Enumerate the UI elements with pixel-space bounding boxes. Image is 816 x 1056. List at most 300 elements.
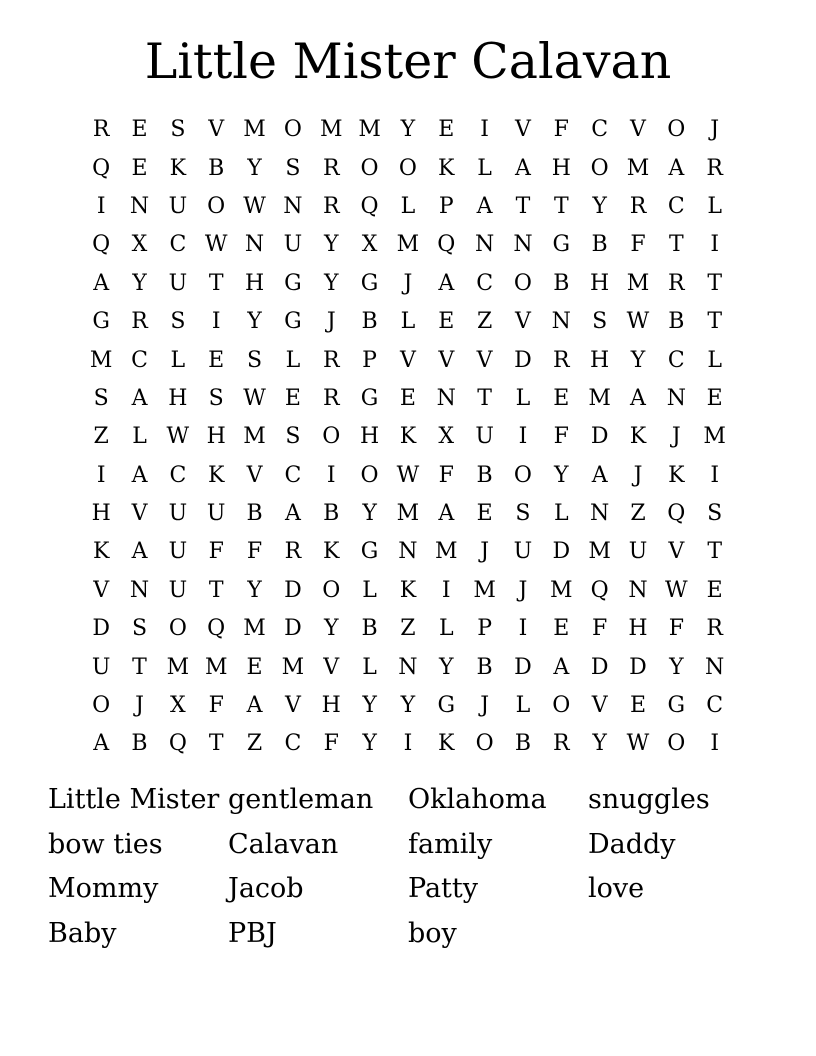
- word-list-item: Oklahoma: [408, 784, 547, 815]
- grid-letter: B: [208, 155, 225, 181]
- grid-row: [82, 725, 734, 763]
- grid-row: [82, 226, 734, 264]
- grid-letter: M: [396, 232, 420, 258]
- grid-letter: L: [515, 693, 531, 719]
- grid-letter: L: [515, 385, 531, 411]
- grid-letter: N: [705, 654, 725, 680]
- grid-letter: E: [208, 347, 225, 373]
- grid-letter: M: [243, 117, 266, 143]
- grid-letter: D: [590, 424, 609, 450]
- grid-letter: B: [668, 309, 685, 335]
- grid-letter: N: [474, 232, 495, 258]
- grid-letter: C: [706, 693, 724, 719]
- grid-letter: L: [362, 654, 377, 680]
- grid-letter: M: [166, 654, 190, 680]
- grid-letter: A: [438, 501, 455, 527]
- grid-letter: C: [667, 193, 685, 219]
- grid-letter: M: [550, 577, 573, 603]
- grid-letter: R: [629, 193, 647, 219]
- grid-letter: G: [92, 309, 110, 335]
- grid-letter: P: [438, 193, 454, 219]
- grid-letter: S: [707, 501, 723, 527]
- grid-letter: P: [477, 616, 493, 642]
- grid-letter: M: [473, 577, 496, 603]
- grid-letter: S: [208, 385, 224, 411]
- grid-letter: I: [441, 577, 451, 603]
- grid-letter: J: [518, 577, 528, 603]
- grid-letter: C: [169, 232, 187, 258]
- grid-letter: M: [626, 270, 650, 296]
- grid-letter: L: [400, 309, 416, 335]
- grid-row: [82, 610, 734, 648]
- grid-letter: Z: [93, 424, 109, 450]
- grid-letter: N: [398, 539, 418, 565]
- grid-letter: K: [668, 462, 685, 488]
- grid-letter: I: [211, 309, 221, 335]
- grid-letter: C: [169, 462, 187, 488]
- grid-letter: T: [208, 577, 224, 603]
- page-title: Little Mister Calavan: [144, 33, 672, 90]
- grid-letter: F: [208, 539, 224, 565]
- grid-letter: I: [710, 462, 720, 488]
- grid-letter: R: [706, 155, 723, 181]
- grid-letter: O: [92, 693, 111, 719]
- grid-letter: G: [552, 232, 571, 258]
- grid-letter: F: [323, 731, 339, 757]
- grid-letter: R: [553, 731, 570, 757]
- grid-letter: G: [360, 539, 379, 565]
- grid-letter: E: [629, 693, 647, 719]
- grid-letter: D: [552, 539, 571, 565]
- grid-letter: J: [633, 462, 643, 488]
- grid-letter: C: [476, 270, 494, 296]
- grid-letter: R: [706, 616, 723, 642]
- grid-letter: U: [168, 270, 188, 296]
- grid-letter: N: [666, 385, 686, 411]
- grid-letter: N: [513, 232, 533, 258]
- grid-letter: V: [323, 654, 340, 680]
- grid-letter: A: [131, 385, 148, 411]
- grid-letter: C: [284, 731, 302, 757]
- grid-letter: S: [592, 309, 608, 335]
- word-list-item: Baby: [48, 917, 117, 949]
- grid-letter: N: [244, 232, 265, 258]
- grid-letter: M: [319, 117, 343, 143]
- grid-letter: I: [518, 616, 528, 642]
- grid-letter: R: [322, 193, 340, 219]
- grid-letter: F: [553, 117, 569, 143]
- grid-letter: U: [168, 577, 188, 603]
- grid-letter: U: [475, 424, 494, 450]
- grid-letter: Y: [362, 731, 377, 757]
- grid-letter: S: [247, 347, 263, 373]
- grid-letter: F: [668, 616, 684, 642]
- grid-row: [82, 303, 734, 341]
- grid-letter: A: [438, 270, 455, 296]
- grid-letter: I: [518, 424, 528, 450]
- grid-letter: N: [551, 309, 571, 335]
- grid-letter: I: [96, 462, 106, 488]
- grid-letter: L: [438, 616, 454, 642]
- grid-letter: K: [399, 424, 417, 450]
- grid-row: [82, 457, 734, 495]
- grid-letter: W: [626, 309, 650, 335]
- grid-letter: Y: [247, 309, 262, 335]
- grid-letter: N: [129, 577, 150, 603]
- grid-letter: B: [361, 309, 378, 335]
- grid-letter: H: [91, 501, 111, 527]
- letter-grid: [82, 111, 734, 764]
- grid-letter: E: [284, 385, 301, 411]
- grid-letter: V: [246, 462, 263, 488]
- grid-letter: H: [628, 616, 648, 642]
- grid-letter: L: [477, 155, 492, 181]
- grid-letter: B: [553, 270, 570, 296]
- grid-letter: Y: [323, 232, 339, 258]
- grid-letter: I: [710, 232, 720, 258]
- grid-letter: M: [204, 654, 228, 680]
- grid-letter: K: [323, 539, 340, 565]
- word-list-item: gentleman: [228, 784, 374, 815]
- grid-letter: W: [665, 577, 688, 603]
- grid-letter: Y: [439, 654, 454, 680]
- grid-letter: M: [281, 654, 305, 680]
- grid-letter: H: [590, 347, 610, 373]
- grid-letter: X: [131, 232, 148, 258]
- grid-letter: A: [630, 385, 646, 411]
- grid-letter: Y: [630, 347, 646, 373]
- grid-letter: H: [321, 693, 341, 719]
- grid-letter: R: [322, 155, 340, 181]
- grid-letter: G: [284, 270, 302, 296]
- grid-letter: M: [703, 424, 726, 450]
- grid-letter: H: [168, 385, 188, 411]
- grid-letter: G: [360, 385, 379, 411]
- grid-letter: J: [480, 539, 490, 565]
- grid-row: [82, 648, 734, 686]
- grid-letter: M: [243, 616, 266, 642]
- grid-letter: U: [168, 539, 188, 565]
- grid-letter: Q: [590, 577, 609, 603]
- word-list-item: Daddy: [588, 828, 676, 860]
- grid-row: [82, 495, 734, 533]
- grid-letter: F: [208, 693, 224, 719]
- grid-letter: S: [170, 117, 186, 143]
- grid-letter: T: [208, 270, 224, 296]
- grid-letter: O: [207, 193, 226, 219]
- grid-letter: V: [131, 501, 148, 527]
- word-list-item: boy: [408, 917, 457, 949]
- grid-row: [82, 418, 734, 456]
- grid-letter: O: [513, 270, 532, 296]
- grid-letter: X: [170, 693, 186, 719]
- grid-letter: T: [707, 309, 723, 335]
- grid-letter: R: [322, 347, 340, 373]
- grid-letter: P: [362, 347, 377, 373]
- grid-letter: T: [477, 385, 492, 411]
- grid-letter: J: [135, 693, 144, 719]
- grid-letter: R: [668, 270, 685, 296]
- word-list-item: bow ties: [48, 828, 163, 860]
- grid-letter: R: [322, 385, 340, 411]
- grid-letter: A: [553, 654, 570, 680]
- grid-letter: V: [208, 117, 225, 143]
- grid-letter: D: [629, 654, 647, 680]
- grid-letter: I: [710, 731, 720, 757]
- grid-letter: T: [208, 731, 224, 757]
- grid-letter: O: [322, 577, 341, 603]
- grid-letter: V: [668, 539, 685, 565]
- grid-letter: B: [131, 731, 148, 757]
- grid-letter: R: [553, 347, 570, 373]
- grid-letter: O: [322, 424, 341, 450]
- grid-letter: I: [326, 462, 336, 488]
- grid-letter: M: [243, 424, 266, 450]
- word-list-item: Mommy: [48, 873, 159, 904]
- grid-letter: Q: [437, 232, 456, 258]
- grid-letter: O: [360, 462, 379, 488]
- grid-letter: T: [515, 193, 531, 219]
- grid-letter: Y: [554, 462, 569, 488]
- grid-letter: F: [592, 616, 608, 642]
- grid-letter: D: [284, 616, 302, 642]
- grid-letter: A: [515, 155, 531, 181]
- grid-letter: Y: [323, 616, 339, 642]
- grid-letter: F: [630, 232, 646, 258]
- grid-letter: R: [284, 539, 302, 565]
- grid-letter: I: [96, 193, 106, 219]
- grid-letter: C: [131, 347, 148, 373]
- grid-letter: H: [244, 270, 265, 296]
- grid-letter: Y: [323, 270, 339, 296]
- grid-letter: N: [129, 193, 150, 219]
- grid-letter: Y: [669, 654, 684, 680]
- grid-letter: A: [131, 462, 148, 488]
- grid-letter: K: [92, 539, 110, 565]
- grid-letter: A: [591, 462, 608, 488]
- grid-letter: K: [399, 577, 417, 603]
- grid-letter: Y: [592, 731, 607, 757]
- grid-letter: U: [206, 501, 226, 527]
- grid-row: [82, 341, 734, 379]
- grid-letter: Y: [592, 193, 607, 219]
- grid-letter: V: [284, 693, 301, 719]
- grid-letter: J: [710, 117, 720, 143]
- grid-letter: E: [553, 385, 570, 411]
- word-list-item: love: [588, 873, 645, 904]
- grid-letter: F: [438, 462, 454, 488]
- grid-letter: L: [132, 424, 147, 450]
- grid-letter: E: [476, 501, 493, 527]
- grid-letter: B: [476, 462, 493, 488]
- grid-row: [82, 687, 734, 725]
- grid-letter: E: [246, 654, 263, 680]
- grid-letter: S: [515, 501, 531, 527]
- grid-letter: G: [437, 693, 456, 719]
- grid-letter: U: [91, 654, 111, 680]
- grid-letter: K: [629, 424, 647, 450]
- grid-letter: H: [206, 424, 226, 450]
- grid-letter: K: [207, 462, 225, 488]
- grid-letter: L: [553, 501, 569, 527]
- word-list-item: Calavan: [228, 828, 339, 860]
- grid-letter: D: [92, 616, 110, 642]
- grid-letter: S: [285, 424, 301, 450]
- grid-letter: C: [591, 117, 609, 143]
- grid-letter: D: [514, 654, 532, 680]
- word-list-item: PBJ: [228, 917, 277, 949]
- grid-letter: U: [168, 193, 188, 219]
- grid-letter: C: [284, 462, 302, 488]
- grid-letter: Z: [400, 616, 416, 642]
- grid-letter: A: [93, 731, 110, 757]
- grid-letter: Q: [168, 731, 187, 757]
- grid-letter: N: [590, 501, 610, 527]
- grid-letter: T: [668, 232, 684, 258]
- grid-letter: Q: [360, 193, 379, 219]
- grid-letter: E: [131, 117, 148, 143]
- grid-letter: B: [246, 501, 263, 527]
- grid-letter: U: [628, 539, 648, 565]
- grid-letter: W: [396, 462, 420, 488]
- grid-row: [82, 533, 734, 571]
- grid-letter: W: [204, 232, 228, 258]
- grid-letter: Y: [362, 501, 377, 527]
- grid-letter: S: [170, 309, 186, 335]
- grid-letter: L: [400, 193, 416, 219]
- grid-letter: T: [553, 193, 569, 219]
- grid-letter: H: [551, 155, 571, 181]
- word-list-item: snuggles: [588, 784, 710, 815]
- grid-letter: V: [630, 117, 646, 143]
- grid-letter: V: [93, 577, 110, 603]
- grid-letter: Y: [400, 693, 416, 719]
- grid-letter: T: [707, 539, 723, 565]
- grid-row: [82, 265, 734, 303]
- grid-letter: L: [170, 347, 186, 373]
- grid-letter: O: [513, 462, 532, 488]
- grid-letter: W: [243, 193, 266, 219]
- grid-letter: R: [131, 309, 148, 335]
- grid-letter: E: [438, 117, 455, 143]
- grid-letter: Y: [247, 577, 262, 603]
- word-list-item: Patty: [408, 873, 479, 904]
- grid-letter: N: [436, 385, 456, 411]
- grid-letter: J: [671, 424, 681, 450]
- grid-letter: E: [438, 309, 455, 335]
- grid-letter: I: [403, 731, 413, 757]
- grid-letter: D: [590, 654, 609, 680]
- grid-letter: L: [707, 347, 722, 373]
- grid-letter: Y: [247, 155, 262, 181]
- grid-row: [82, 188, 734, 226]
- grid-letter: V: [591, 693, 608, 719]
- grid-letter: B: [514, 731, 532, 757]
- grid-letter: A: [131, 539, 148, 565]
- grid-letter: J: [480, 693, 490, 719]
- grid-letter: Z: [476, 309, 493, 335]
- grid-letter: L: [362, 577, 377, 603]
- grid-letter: B: [591, 232, 608, 258]
- grid-letter: M: [588, 539, 611, 565]
- grid-letter: V: [515, 117, 531, 143]
- grid-letter: Q: [92, 155, 111, 181]
- grid-letter: A: [668, 155, 685, 181]
- grid-letter: B: [476, 654, 493, 680]
- grid-letter: Z: [630, 501, 646, 527]
- grid-letter: N: [398, 654, 418, 680]
- grid-letter: O: [667, 731, 686, 757]
- grid-letter: U: [283, 232, 303, 258]
- grid-letter: J: [403, 270, 413, 296]
- grid-letter: M: [358, 117, 381, 143]
- grid-letter: A: [284, 501, 301, 527]
- grid-letter: E: [706, 577, 723, 603]
- grid-letter: E: [131, 155, 148, 181]
- grid-letter: V: [476, 347, 493, 373]
- grid-letter: O: [590, 155, 609, 181]
- grid-row: [82, 149, 734, 187]
- grid-letter: W: [243, 385, 266, 411]
- grid-letter: S: [285, 155, 301, 181]
- grid-letter: V: [438, 347, 455, 373]
- grid-letter: M: [396, 501, 420, 527]
- grid-letter: U: [513, 539, 533, 565]
- grid-letter: S: [93, 385, 109, 411]
- grid-letter: J: [326, 309, 336, 335]
- grid-letter: F: [553, 424, 569, 450]
- grid-letter: H: [590, 270, 610, 296]
- grid-letter: Y: [132, 270, 147, 296]
- grid-letter: Q: [207, 616, 226, 642]
- grid-row: [82, 572, 734, 610]
- grid-letter: D: [514, 347, 532, 373]
- grid-letter: M: [435, 539, 458, 565]
- grid-letter: E: [706, 385, 723, 411]
- grid-letter: K: [438, 155, 455, 181]
- grid-letter: A: [476, 193, 493, 219]
- grid-letter: T: [707, 270, 723, 296]
- grid-letter: V: [515, 309, 531, 335]
- grid-letter: M: [626, 155, 650, 181]
- grid-letter: E: [553, 616, 570, 642]
- grid-letter: Z: [246, 731, 263, 757]
- grid-letter: F: [246, 539, 263, 565]
- grid-letter: Q: [667, 501, 686, 527]
- grid-letter: M: [588, 385, 611, 411]
- grid-letter: U: [168, 501, 188, 527]
- grid-letter: K: [169, 155, 187, 181]
- word-list-item: Little Mister: [48, 784, 220, 815]
- grid-letter: O: [360, 155, 379, 181]
- grid-letter: K: [438, 731, 455, 757]
- grid-letter: I: [480, 117, 489, 143]
- grid-letter: X: [361, 232, 378, 258]
- grid-letter: R: [92, 117, 110, 143]
- grid-letter: W: [166, 424, 190, 450]
- grid-letter: B: [323, 501, 340, 527]
- grid-letter: O: [168, 616, 187, 642]
- grid-letter: B: [361, 616, 378, 642]
- word-list-item: Jacob: [228, 873, 304, 904]
- grid-letter: A: [93, 270, 110, 296]
- grid-row: [82, 111, 734, 149]
- grid-letter: S: [131, 616, 148, 642]
- grid-letter: D: [284, 577, 302, 603]
- grid-letter: O: [667, 117, 686, 143]
- grid-letter: L: [285, 347, 301, 373]
- grid-letter: O: [552, 693, 571, 719]
